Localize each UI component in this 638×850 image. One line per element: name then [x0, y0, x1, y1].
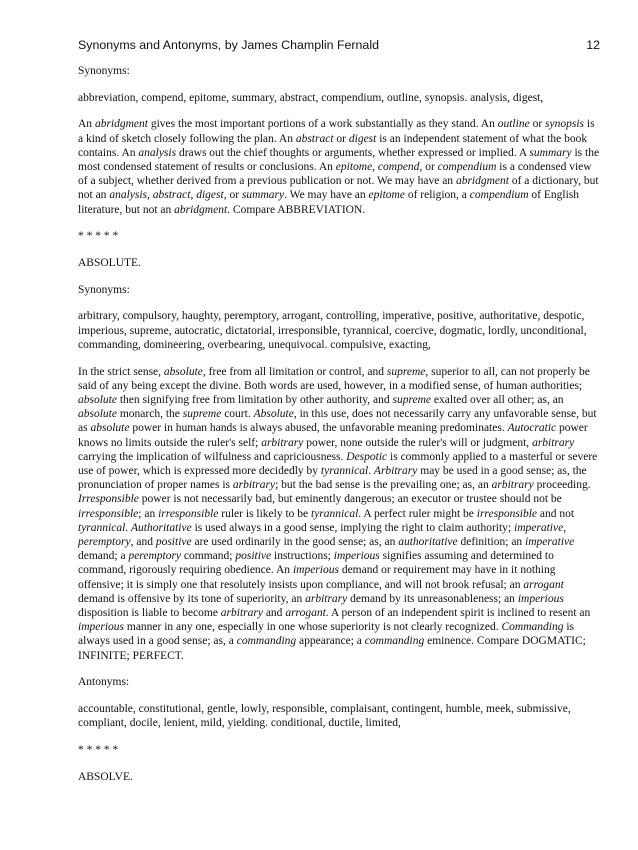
- italic-term: digest: [348, 132, 377, 145]
- italic-term: compendium: [469, 189, 529, 202]
- text-run: and not: [537, 507, 575, 520]
- italic-term: imperious: [292, 564, 339, 577]
- italic-term: positive: [235, 550, 272, 563]
- text-run: is an independent statement of what the book contains. An: [78, 132, 588, 159]
- text-run: power is not necessarily bad, but eminently dangerous; an executor or trustee should not be: [138, 493, 562, 506]
- italic-term: supreme: [392, 393, 432, 406]
- text-run: or: [529, 118, 546, 131]
- text-run: ,: [563, 521, 567, 534]
- text-run: In the strict sense,: [78, 365, 164, 378]
- text-run: . We may have an: [284, 189, 369, 202]
- italic-term: tyrannical: [78, 521, 126, 534]
- text-run: , superior to all, can not properly be said of any being except the divine. Both words are used, however, in a modified sense, of human authorities;: [78, 365, 590, 392]
- italic-term: imperious: [517, 592, 564, 605]
- italic-term: imperious: [78, 621, 124, 634]
- italic-term: summary: [241, 189, 285, 202]
- page-number: 12: [586, 38, 600, 52]
- italic-term: imperious: [333, 550, 380, 563]
- text-run: instructions;: [271, 550, 334, 563]
- antonyms-label: Antonyms:: [78, 676, 130, 689]
- text-run: demand or requirement may have in it nothing offensive; it is simply one that resolutely insists upon compliance, and will not brook refusal; an: [78, 564, 556, 591]
- text-run: appearance; a: [296, 635, 365, 648]
- text-run: power, none outside the ruler's will or judgment,: [303, 436, 533, 449]
- italic-term: absolute: [90, 422, 130, 435]
- text-run: may be used in a good sense; as, the pronunciation of proper names is: [78, 464, 587, 492]
- italic-term: outline: [497, 118, 530, 131]
- italic-term: tyrannical: [311, 507, 359, 520]
- text-run: , in this use, does not necessarily carry any unfavorable sense, but as: [78, 408, 597, 435]
- italic-term: abstract: [295, 132, 334, 145]
- text-run: is commonly applied to a masterful or severe use of power, which is expressed more decidedly by: [78, 450, 598, 477]
- explanation-paragraph: [78, 117, 602, 216]
- text-run: eminence. Compare DOGMATIC; INFINITE; PERFECT.: [78, 635, 586, 662]
- text-run: . A perfect ruler might be: [358, 507, 477, 520]
- italic-term: digest: [196, 189, 224, 202]
- italic-term: arrogant: [285, 607, 326, 619]
- text-run: court.: [221, 408, 254, 421]
- text-run: ; an: [138, 507, 159, 520]
- text-run: of a dictionary, but not an: [78, 175, 599, 202]
- italic-term: absolute: [163, 365, 203, 378]
- text-run: draws out the chief thoughts or arguments, whether expressed or implied. A: [176, 146, 530, 159]
- italic-term: arrogant: [523, 578, 564, 591]
- italic-term: supreme: [386, 365, 426, 378]
- synonyms-label: Synonyms:: [78, 65, 130, 77]
- italic-term: arbitrary: [220, 607, 263, 619]
- text-run: power in human hands is always abused, the unfavorable meaning predominates.: [129, 422, 508, 435]
- text-run: , and: [130, 535, 156, 548]
- text-run: are used ordinarily in the good sense; as, an: [191, 535, 399, 548]
- italic-term: epitome: [368, 189, 405, 202]
- book-title: Synonyms and Antonyms, by James Champlin Fernald: [78, 38, 379, 52]
- italic-term: analysis: [138, 146, 177, 159]
- italic-term: commanding: [364, 635, 425, 648]
- italic-term: arbitrary: [261, 436, 304, 449]
- section-separator: * * * * *: [78, 230, 119, 243]
- page-body: [78, 64, 602, 796]
- italic-term: abstract: [152, 189, 191, 202]
- italic-term: abridgment: [94, 118, 148, 131]
- text-run: . Compare ABBREVIATION.: [227, 203, 366, 216]
- text-run: is always used in a good sense; as, a: [78, 621, 574, 648]
- page-header: [78, 38, 600, 54]
- italic-term: irresponsible: [476, 507, 538, 520]
- explanation-paragraph: [78, 365, 602, 663]
- italic-term: Irresponsible: [78, 493, 139, 506]
- text-run: or: [333, 132, 349, 145]
- italic-term: arbitrary: [232, 479, 276, 492]
- text-run: signifies assuming and determined to command, rigorously requiring obedience. An: [78, 550, 554, 577]
- text-run: ,: [190, 189, 197, 202]
- text-run: exalted over all other; as, an: [431, 393, 564, 406]
- synonyms-label: Synonyms:: [78, 283, 130, 296]
- entry-headword: ABSOLUTE.: [78, 257, 141, 270]
- text-run: then signifying free from limitation by other authority, and: [116, 393, 393, 406]
- entry-headword: ABSOLVE.: [78, 770, 133, 783]
- section-separator: * * * * *: [78, 743, 119, 756]
- italic-term: Authoritative: [131, 521, 192, 534]
- italic-term: peremptory: [128, 550, 182, 563]
- text-run: power knows no limits outside the ruler's self;: [78, 422, 588, 449]
- text-run: proceeding.: [533, 479, 591, 492]
- italic-term: tyrannical: [320, 464, 369, 477]
- text-run: is used always in a good sense, implying the right to claim authority;: [191, 521, 514, 534]
- italic-term: Autocratic: [507, 422, 557, 435]
- text-run: ; but the bad sense is the prevailing one; as, an: [275, 479, 492, 492]
- text-run: of English literature, but not an: [78, 189, 580, 216]
- text-run: of religion, a: [404, 189, 470, 202]
- text-run: demand by its unreasonableness; an: [347, 592, 518, 605]
- text-run: is a kind of sketch closely following the plan. An: [78, 118, 595, 145]
- text-run: is a condensed view of a subject, whether derived from a previous publication or not. We may have an: [78, 161, 592, 188]
- antonyms-list: accountable, constitutional, gentle, lowly, responsible, complaisant, contingent, humble, meek, submissive, compliant, docile, lenient, mild, yielding. conditional, ductile, limited,: [78, 703, 571, 730]
- italic-term: synopsis: [545, 118, 585, 131]
- text-run: gives the most important portions of a work substantially as they stand. An: [147, 118, 498, 131]
- italic-term: Arbitrary: [373, 464, 418, 477]
- italic-term: arbitrary: [532, 436, 575, 449]
- synonyms-list: arbitrary, compulsory, haughty, peremptory, arrogant, controlling, imperative, positive, authoritative, despotic, imperious, supreme, autocratic, dictatorial, irresponsible, tyrannical, coercive, dogmatic, lordly, unconditional, commanding, domineering, overbearing, unequivocal. compulsive, exacting,: [78, 310, 587, 351]
- italic-term: analysis: [109, 189, 148, 202]
- synonyms-list: abbreviation, compend, epitome, summary, abstract, compendium, outline, synopsis. analysis, digest,: [78, 91, 544, 104]
- italic-term: abridgment: [455, 175, 509, 188]
- italic-term: Despotic: [346, 450, 388, 463]
- italic-term: absolute: [78, 408, 117, 421]
- text-run: .: [125, 521, 132, 534]
- text-run: , or: [223, 189, 242, 202]
- text-run: carrying the implication of wilfulness and capriciousness.: [78, 450, 347, 463]
- text-run: . A person of an independent spirit is inclined to resent an: [325, 607, 591, 619]
- text-run: ,: [147, 189, 153, 202]
- italic-term: peremptory: [78, 535, 131, 548]
- italic-term: Absolute: [253, 408, 294, 421]
- italic-term: Commanding: [501, 621, 564, 634]
- text-run: demand is offensive by its tone of superiority, an: [78, 592, 306, 605]
- italic-term: arbitrary: [491, 479, 534, 492]
- text-run: ruler is likely to be: [218, 507, 311, 520]
- italic-term: epitome: [335, 161, 373, 174]
- text-run: , free from all limitation or control, and: [202, 365, 387, 378]
- text-run: An: [78, 118, 95, 131]
- italic-term: compendium: [437, 161, 497, 174]
- italic-term: absolute: [78, 393, 117, 406]
- italic-term: imperative: [525, 535, 575, 548]
- text-run: disposition is liable to become: [78, 607, 221, 619]
- italic-term: compend: [377, 161, 420, 174]
- italic-term: supreme: [182, 408, 222, 421]
- text-run: monarch, the: [116, 408, 183, 421]
- text-run: is the most condensed statement of results or conclusions. An: [78, 146, 600, 174]
- text-run: command;: [181, 550, 236, 563]
- italic-term: abridgment: [174, 203, 228, 216]
- text-run: , or: [419, 161, 438, 174]
- italic-term: authoritative: [398, 535, 458, 548]
- italic-term: summary: [529, 146, 572, 159]
- italic-term: commanding: [236, 635, 297, 648]
- text-run: demand; a: [78, 550, 129, 563]
- text-run: manner in any one, especially in one whose superiority is not clearly recognized.: [124, 621, 502, 634]
- text-run: and: [262, 607, 286, 619]
- italic-term: irresponsible: [158, 507, 219, 520]
- text-run: .: [368, 464, 374, 477]
- text-run: definition; an: [457, 535, 526, 548]
- italic-term: irresponsible: [78, 507, 139, 520]
- text-run: ,: [372, 161, 378, 174]
- italic-term: imperative: [514, 521, 564, 534]
- italic-term: arbitrary: [305, 592, 348, 605]
- italic-term: positive: [155, 535, 192, 548]
